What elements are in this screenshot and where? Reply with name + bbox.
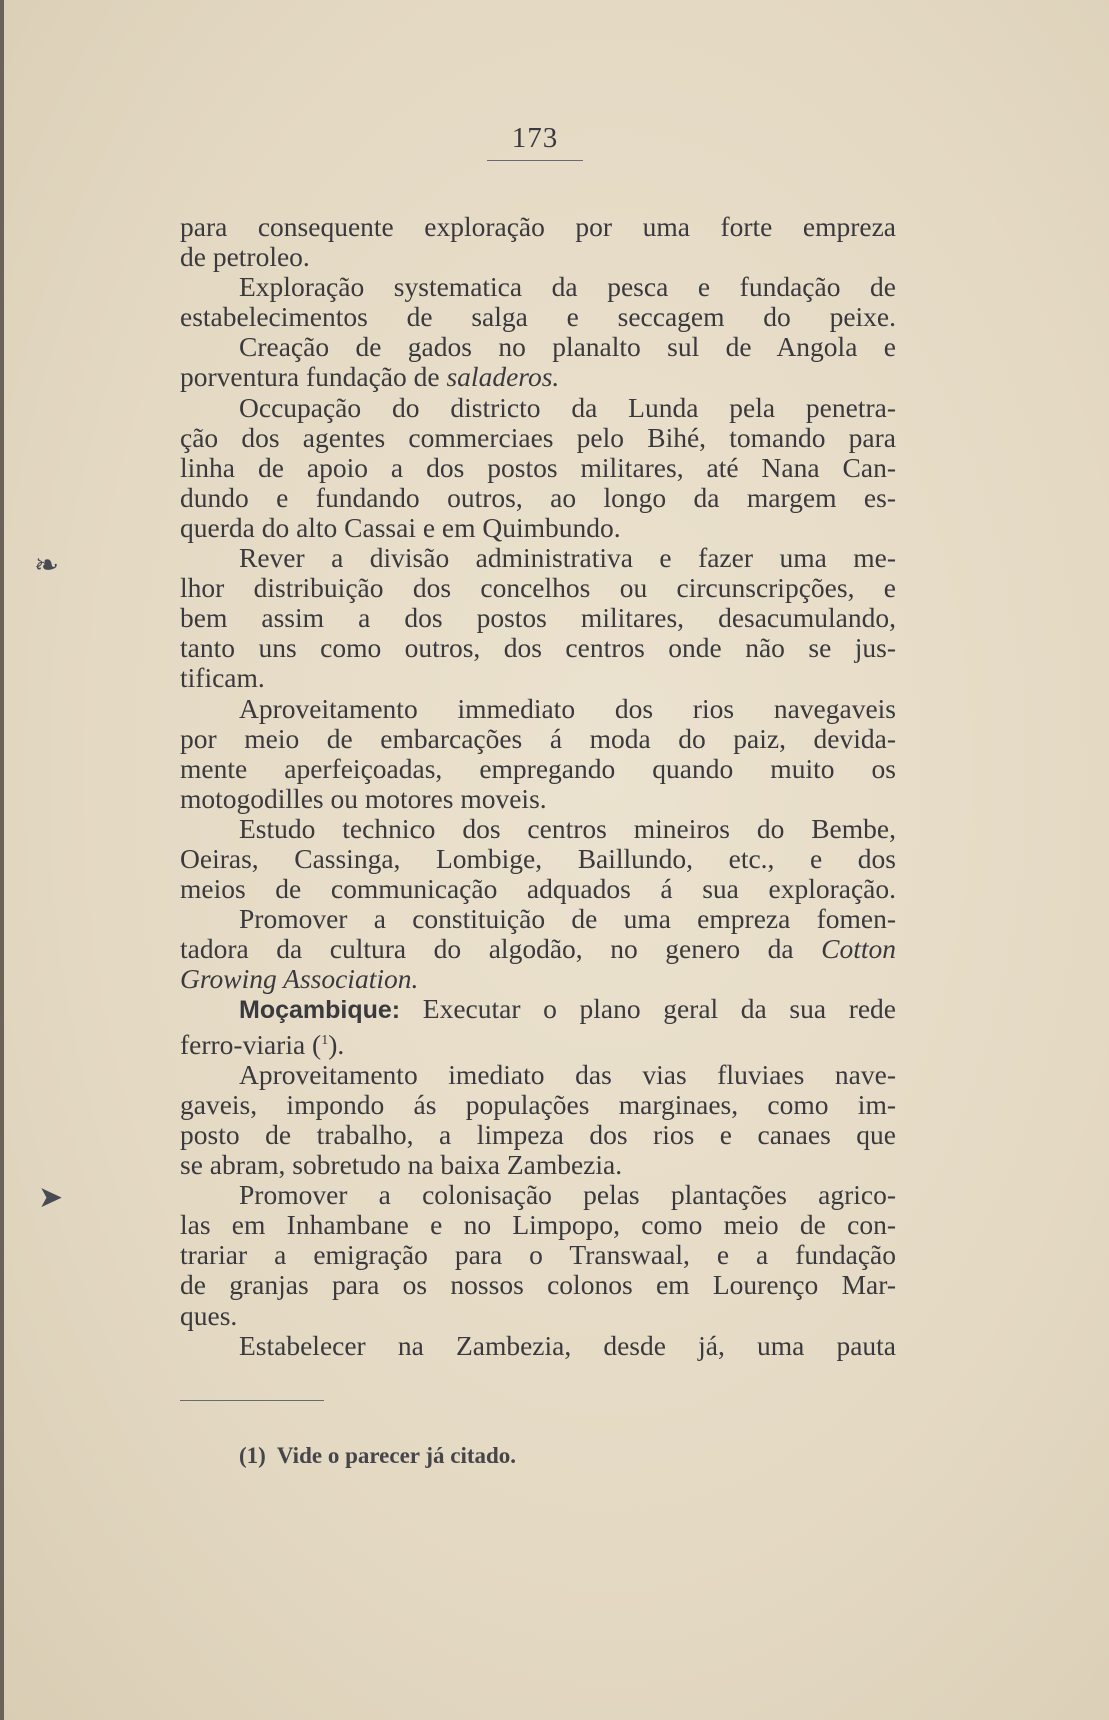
text-line: [180, 1026, 896, 1060]
page-number: 173: [511, 122, 559, 154]
text-line: mente aperfeiçoadas, empregando quando muito os: [180, 752, 896, 784]
text-run: Executar o plano geral da sua rede: [422, 993, 897, 1025]
text-line: para consequente exploração por uma forte empreza: [180, 211, 896, 242]
footnote-text: Vide o parecer já citado.: [276, 1443, 517, 1468]
text-line: Promover a constituição de uma empreza fomen-: [239, 903, 896, 935]
text-line: dundo e fundando outros, ao longo da margem es-: [180, 481, 896, 513]
text-line: Occupação do districto da Lunda pela penetra-: [239, 391, 896, 423]
italic-term: saladeros.: [446, 361, 560, 393]
text-line: gaveis, impondo ás populações marginaes, como im-: [180, 1088, 896, 1120]
margin-mark: ➤: [38, 1180, 64, 1215]
text-line: las em Inhambane e no Limpopo, como meio de con-: [180, 1209, 896, 1241]
text-line: Aproveitamento imediato das vias fluviaes nave-: [239, 1058, 896, 1090]
text-line: bem assim a dos postos militares, desacumulando,: [180, 602, 896, 634]
text-line: Exploração systematica da pesca e fundação de: [239, 271, 896, 303]
text-line: Aproveitamento immediato dos rios navegaveis: [239, 692, 896, 724]
italic-term: Cotton: [821, 933, 897, 965]
text-line: Rever a divisão administrativa e fazer uma me-: [239, 542, 896, 574]
footnote-ref: 1: [321, 1032, 329, 1048]
text-line: Estudo technico dos centros mineiros do Bembe,: [239, 812, 896, 844]
text-run: tadora da cultura do algodão, no genero da: [180, 933, 794, 965]
text-run: porventura fundação de: [180, 361, 440, 393]
text-line: Promover a colonisação pelas plantações agrico-: [239, 1179, 896, 1211]
text-line: de petroleo.: [180, 241, 310, 273]
footnote-marker: (1): [239, 1443, 266, 1468]
text-run: ferro-viaria (: [180, 1028, 322, 1060]
text-line: meios de communicação adquados á sua exploração.: [180, 873, 896, 905]
text-run: ).: [328, 1028, 345, 1060]
body-text: [180, 212, 896, 1361]
text-line: querda do alto Cassai e em Quimbundo.: [180, 511, 621, 543]
section-heading: Moçambique:: [239, 996, 401, 1025]
text-line: motogodilles ou motores moveis.: [180, 782, 547, 814]
text-line: de granjas para os nossos colonos em Lourenço Mar-: [180, 1269, 896, 1301]
page-number-rule: [487, 160, 583, 161]
text-line: [180, 934, 896, 964]
text-line: posto de trabalho, a limpeza dos rios e canaes que: [180, 1118, 896, 1150]
text-line: [180, 362, 896, 392]
text-line: lhor distribuição dos concelhos ou circunscripções, e: [180, 572, 896, 604]
text-line: ção dos agentes commerciaes pelo Bihé, tomando para: [180, 421, 896, 453]
text-line: se abram, sobretudo na baixa Zambezia.: [180, 1149, 623, 1181]
page-edge: [0, 0, 4, 1720]
text-line: Estabelecer na Zambezia, desde já, uma pauta: [239, 1329, 896, 1361]
margin-mark: ❧: [34, 548, 60, 583]
text-line: trariar a emigração para o Transwaal, e a fundação: [180, 1239, 896, 1271]
text-line: Growing Association.: [180, 963, 419, 995]
text-line: tanto uns como outros, dos centros onde não se jus-: [180, 632, 896, 664]
text-line: tificam.: [180, 662, 265, 694]
text-line: Oeiras, Cassinga, Lombige, Baillundo, etc., e dos: [180, 842, 896, 874]
footnote-rule: [180, 1400, 324, 1401]
text-line: [180, 994, 896, 1025]
text-line: Creação de gados no planalto sul de Angola e: [239, 331, 896, 363]
text-line: por meio de embarcações á moda do paiz, devida-: [180, 722, 896, 754]
text-line: estabelecimentos de salga e seccagem do peixe.: [180, 301, 896, 333]
text-line: linha de apoio a dos postos militares, até Nana Can-: [180, 451, 896, 483]
text-line: ques.: [180, 1299, 238, 1331]
footnote: [239, 1443, 516, 1469]
